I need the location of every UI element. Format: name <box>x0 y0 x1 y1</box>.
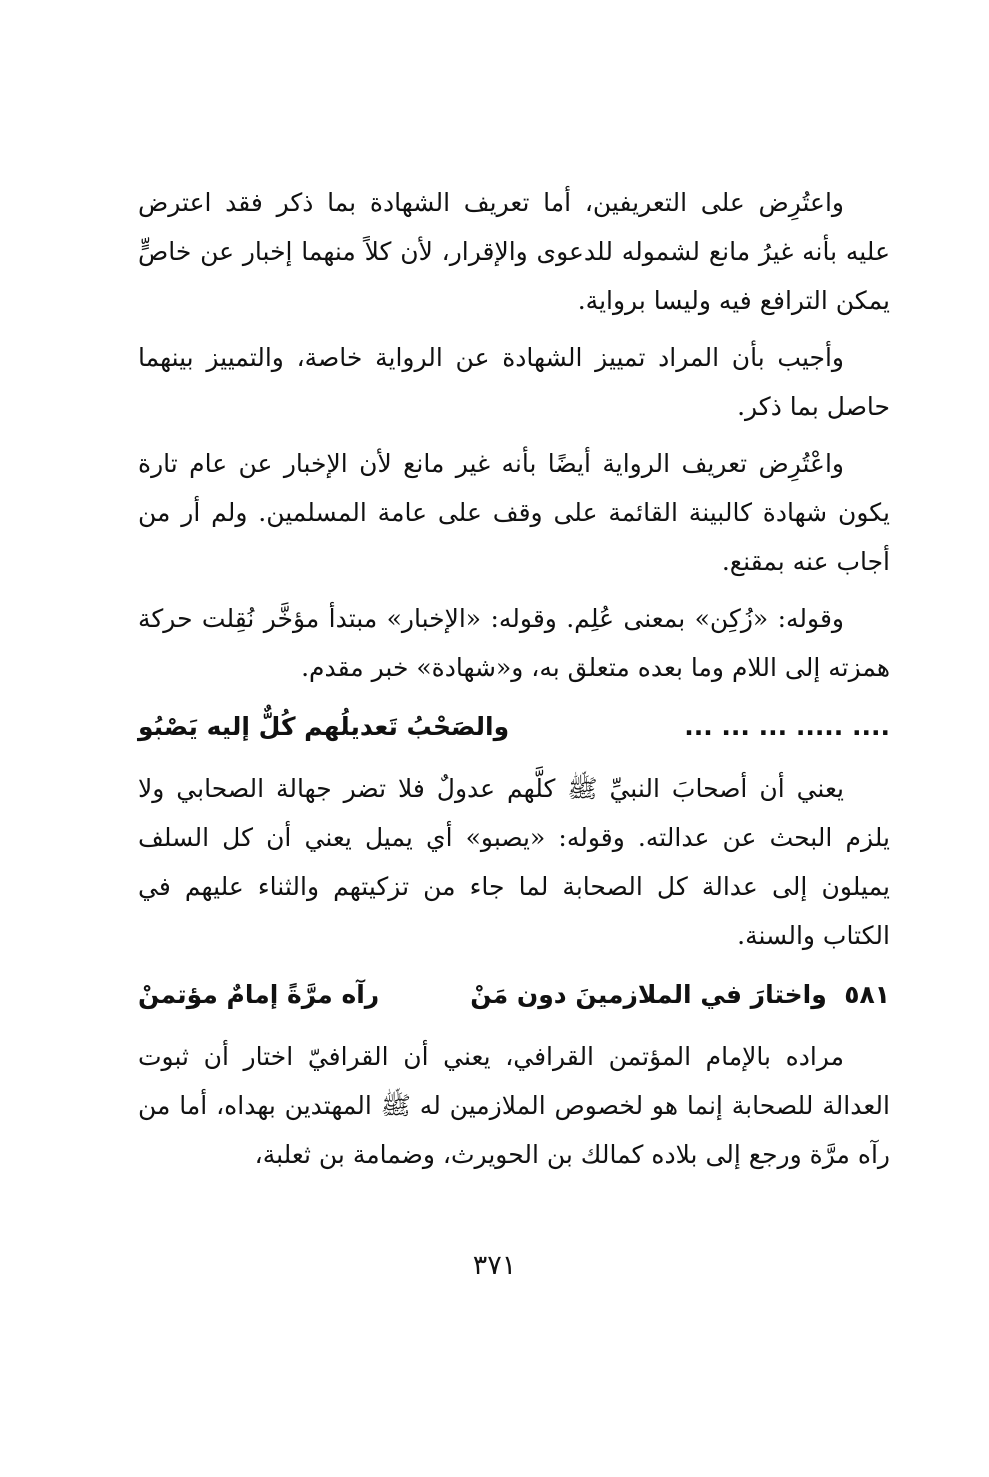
verse-first-hemistich: .... ..... ... ... ... <box>684 712 890 741</box>
paragraph-objection-narration: واعْتُرِض تعريف الرواية أيضًا بأنه غير مانع لأن الإخبار عن عام تارة يكون شهادة كالبينة القائمة على وقف على عامة المسلمين. ولم أر من أجاب عنه بمقنع. <box>138 449 890 576</box>
paragraph-answer: وأجيب بأن المراد تمييز الشهادة عن الرواية خاصة، والتمييز بينهما حاصل بما ذكر. <box>138 343 890 421</box>
verse-first-hemistich <box>470 968 890 1022</box>
verse-number: ٥٨١ <box>844 980 890 1009</box>
paragraph-commentary-zukin: وقوله: «زُكِن» بمعنى عُلِم. وقوله: «الإخبار» مبتدأ مؤخَّر نُقِلت حركة همزته إلى اللام وما بعده متعلق به، و«شهادة» خبر مقدم. <box>138 604 890 682</box>
verse-second-hemistich: رآه مرَّةً إمامٌ مؤتمنْ <box>138 980 380 1009</box>
verse-second-hemistich: والصَحْبُ تَعديلُهم كُلٌّ إليه يَصْبُو <box>138 712 510 741</box>
verse-first-hemistich-text: واختارَ في الملازمينَ دون مَنْ <box>470 980 827 1009</box>
paragraph-qarafi: مراده بالإمام المؤتمن القرافي، يعني أن القرافيّ اختار أن ثبوت العدالة للصحابة إنما هو لخصوص الملازمين له ﷺ المهتدين بهداه، أما من رآه مرَّة ورجع إلى بلاده كمالك بن الحويرث، وضمامة بن ثعلبة، <box>138 1042 890 1169</box>
verse-581 <box>138 968 890 1022</box>
page-number: ٣٧١ <box>472 1250 517 1281</box>
paragraph-companions-justice: يعني أن أصحابَ النبيِّ ﷺ كلَّهم عدولٌ فلا تضر جهالة الصحابي ولا يلزم البحث عن عدالته. وقوله: «يصبو» أي يميل يعني أن كل السلف يميلون إلى عدالة كل الصحابة لما جاء من تزكيتهم والثناء عليهم في الكتاب والسنة. <box>138 774 890 950</box>
main-text <box>138 178 890 1187</box>
verse-companions <box>138 700 890 754</box>
paragraph-objection-definitions: واعتُرِض على التعريفين، أما تعريف الشهادة بما ذكر فقد اعترض عليه بأنه غيرُ مانع لشموله للدعوى والإقرار، لأن كلاً منهما إخبار عن خاصٍّ يمكن الترافع فيه وليسا برواية. <box>138 188 890 315</box>
